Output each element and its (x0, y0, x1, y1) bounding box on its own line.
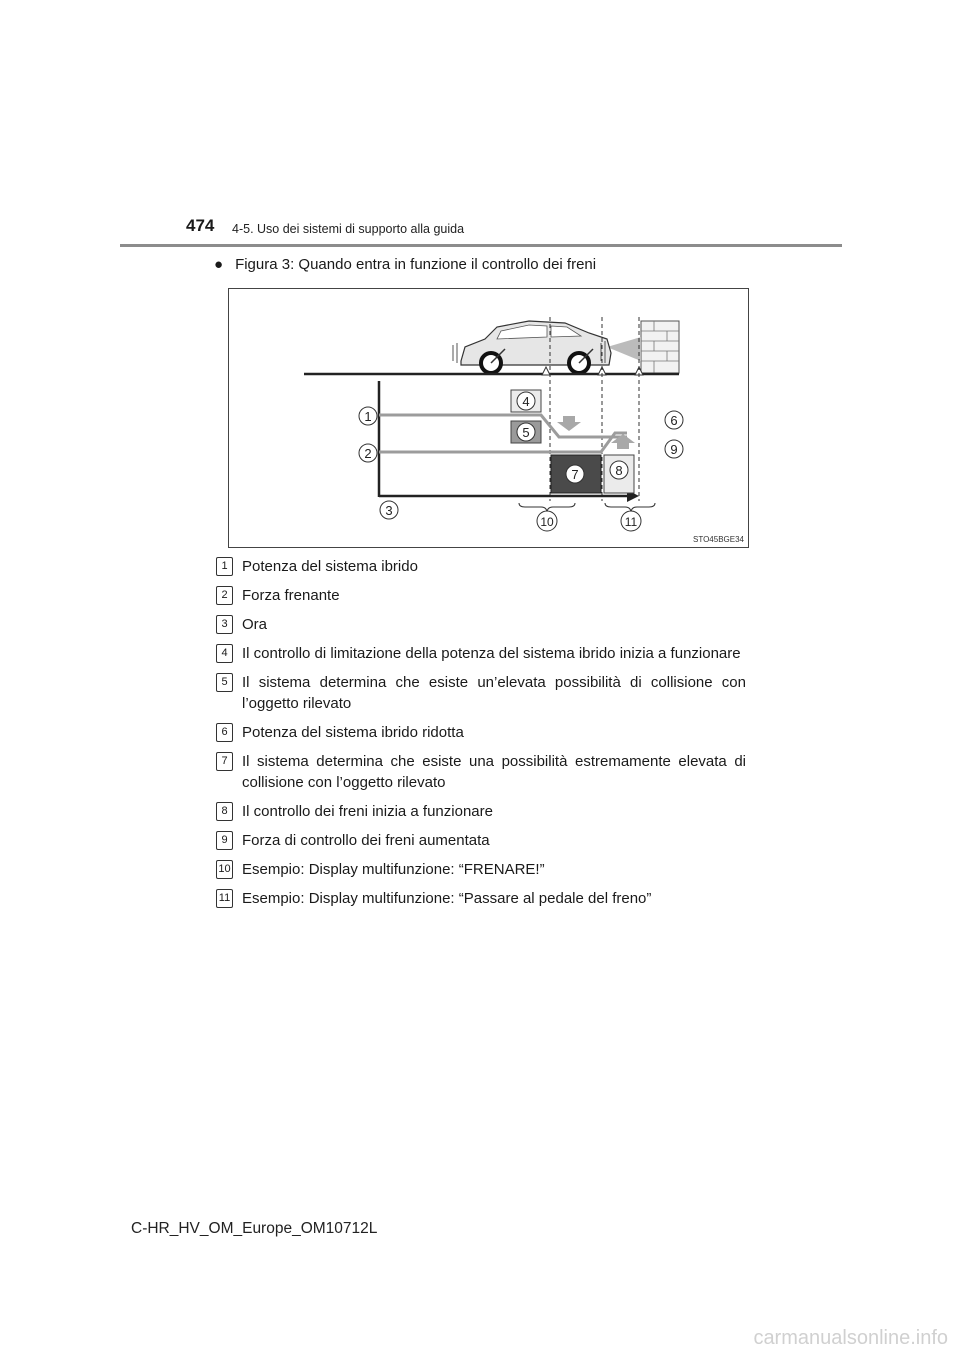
legend-text: Il controllo di limitazione della potenza del sistema ibrido inizia a funzionare (242, 645, 741, 662)
callout-11: 11 (624, 515, 638, 529)
callout-10: 10 (540, 515, 554, 529)
legend-list (216, 556, 746, 917)
legend-number: 6 (216, 723, 233, 742)
legend-number: 8 (216, 802, 233, 821)
legend-text: Il sistema determina che esiste una possibilità estremamente elevata di collisione con l’oggetto rilevato (242, 753, 746, 791)
legend-item (216, 643, 746, 664)
callout-1: 1 (364, 409, 372, 424)
legend-item (216, 830, 746, 851)
legend-number: 11 (216, 889, 233, 908)
callout-6: 6 (670, 413, 678, 428)
callout-2: 2 (364, 446, 372, 461)
callout-5: 5 (522, 425, 530, 440)
car-graphic (453, 321, 611, 373)
hybrid-power-line (379, 415, 627, 437)
document-id: C-HR_HV_OM_Europe_OM10712L (131, 1220, 378, 1237)
watermark: carmanualsonline.info (753, 1327, 948, 1349)
legend-item (216, 801, 746, 822)
legend-text: Potenza del sistema ibrido ridotta (242, 724, 464, 741)
section-title: 4-5. Uso dei sistemi di supporto alla guida (232, 222, 465, 236)
legend-text: Il sistema determina che esiste un’elevata possibilità di collisione con l’oggetto rilevato (242, 674, 746, 712)
legend-item (216, 672, 746, 714)
legend-item (216, 751, 746, 793)
legend-text: Potenza del sistema ibrido (242, 558, 418, 575)
legend-number: 1 (216, 557, 233, 576)
legend-number: 9 (216, 831, 233, 850)
legend-item (216, 722, 746, 743)
down-arrow-icon (557, 416, 581, 431)
page-number: 474 (186, 216, 215, 235)
caption-text: Figura 3: Quando entra in funzione il controllo dei freni (235, 256, 597, 273)
header-divider (120, 244, 842, 247)
legend-item (216, 556, 746, 577)
legend-number: 5 (216, 673, 233, 692)
bullet-icon: ● (214, 256, 224, 273)
legend-item (216, 888, 746, 909)
callout-7: 7 (571, 467, 579, 482)
diagram-figure (228, 288, 749, 548)
legend-item (216, 859, 746, 880)
legend-text: Esempio: Display multifunzione: “Passare al pedale del freno” (242, 890, 652, 907)
sensor-beam (607, 337, 641, 361)
legend-item (216, 585, 746, 606)
callout-3: 3 (385, 503, 393, 518)
brake-control-diagram (229, 289, 750, 549)
callout-4: 4 (522, 394, 530, 409)
legend-number: 2 (216, 586, 233, 605)
legend-text: Il controllo dei freni inizia a funzionare (242, 803, 493, 820)
legend-text: Forza di controllo dei freni aumentata (242, 832, 490, 849)
wall-graphic (641, 321, 679, 373)
legend-text: Ora (242, 616, 268, 633)
legend-number: 7 (216, 752, 233, 771)
legend-text: Forza frenante (242, 587, 340, 604)
legend-item (216, 614, 746, 635)
legend-number: 4 (216, 644, 233, 663)
figure-code: STO45BGE34 (693, 535, 744, 544)
callout-9: 9 (670, 442, 678, 457)
callout-8: 8 (615, 463, 623, 478)
legend-number: 10 (216, 860, 233, 879)
legend-number: 3 (216, 615, 233, 634)
figure-caption (214, 256, 596, 273)
legend-text: Esempio: Display multifunzione: “FRENARE!” (242, 861, 545, 878)
